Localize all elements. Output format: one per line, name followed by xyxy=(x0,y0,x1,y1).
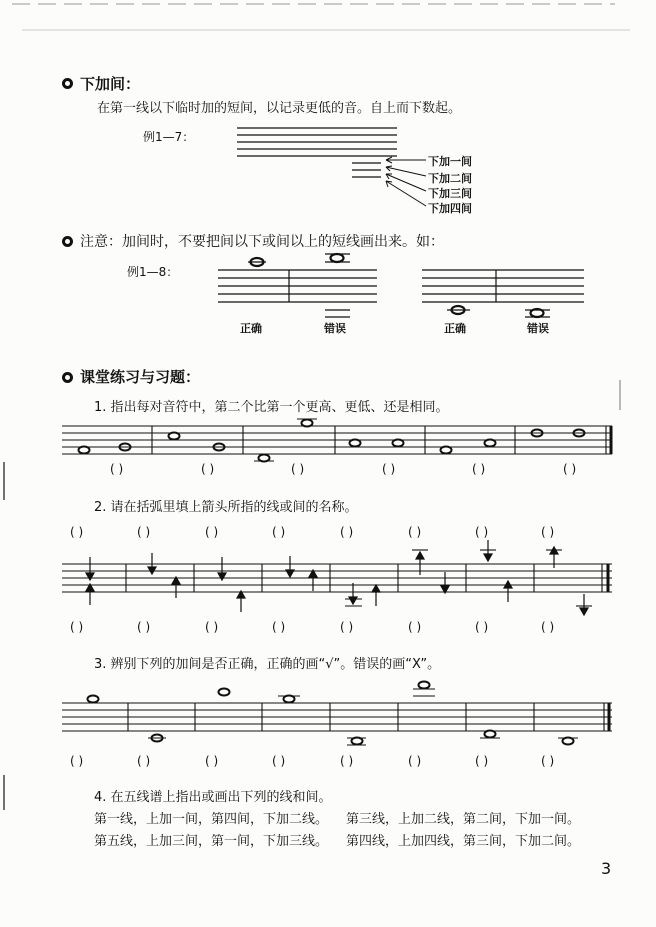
caption-correct-1: 正确 xyxy=(240,322,262,335)
answer-blank[interactable]: ( ) xyxy=(475,620,489,634)
answer-blank[interactable]: ( ) xyxy=(563,462,577,476)
answer-blank[interactable]: ( ) xyxy=(70,525,84,539)
q4-line-1-right: 第三线，上加二线，第二间，下加一间。 xyxy=(346,812,581,827)
answer-blank[interactable]: ( ) xyxy=(408,525,422,539)
example-1-8-staff-right xyxy=(422,270,584,317)
answer-blank[interactable]: ( ) xyxy=(272,620,286,634)
answer-blank[interactable]: ( ) xyxy=(205,525,219,539)
answer-blank[interactable]: ( ) xyxy=(475,754,489,768)
question-1: 1. 指出每对音符中，第二个比第一个更高、更低、还是相同。 xyxy=(94,400,449,415)
answer-blank[interactable]: ( ) xyxy=(408,754,422,768)
section-heading-ledger-spaces: 下加间： xyxy=(80,75,141,93)
ledger-label-3: 下加三间 xyxy=(428,187,472,200)
answer-blank[interactable]: ( ) xyxy=(272,525,286,539)
q4-line-2-right: 第四线，上加四线，第三间，下加二间。 xyxy=(346,834,581,849)
ledger-label-1: 下加一间 xyxy=(428,155,472,168)
answer-blank[interactable]: ( ) xyxy=(110,462,124,476)
exercise-1-staff xyxy=(62,419,612,461)
answer-blank[interactable]: ( ) xyxy=(541,620,555,634)
answer-blank[interactable]: ( ) xyxy=(70,754,84,768)
exercises-heading: 课堂练习与习题： xyxy=(80,368,201,386)
answer-blank[interactable]: ( ) xyxy=(475,525,489,539)
exercise-2-staff xyxy=(62,550,612,606)
bullet-icon xyxy=(62,236,73,247)
example-1-7-staff xyxy=(237,128,397,177)
ledger-label-4: 下加四间 xyxy=(428,202,472,215)
section-description: 在第一线以下临时加的短间，以记录更低的音。自上而下数起。 xyxy=(97,101,462,116)
answer-blank[interactable]: ( ) xyxy=(340,620,354,634)
q4-line-1-left: 第一线，上加一间，第四间，下加二线。 xyxy=(94,812,329,827)
bullet-icon xyxy=(62,78,73,89)
answer-blank[interactable]: ( ) xyxy=(70,620,84,634)
answer-blank[interactable]: ( ) xyxy=(137,754,151,768)
example-label: 例1—8： xyxy=(127,265,179,279)
answer-blank[interactable]: ( ) xyxy=(291,462,305,476)
answer-blank[interactable]: ( ) xyxy=(541,754,555,768)
answer-blank[interactable]: ( ) xyxy=(205,620,219,634)
answer-blank[interactable]: ( ) xyxy=(137,620,151,634)
caption-correct-2: 正确 xyxy=(444,322,466,335)
note-heading: 注意：加间时，不要把间以下或间以上的短线画出来。如： xyxy=(80,234,444,250)
question-2: 2. 请在括弧里填上箭头所指的线或间的名称。 xyxy=(94,500,358,515)
answer-blank[interactable]: ( ) xyxy=(340,525,354,539)
answer-blank[interactable]: ( ) xyxy=(205,754,219,768)
caption-wrong-1: 错误 xyxy=(324,322,346,335)
answer-blank[interactable]: ( ) xyxy=(137,525,151,539)
answer-blank[interactable]: ( ) xyxy=(382,462,396,476)
example-1-7-arrows xyxy=(386,157,426,206)
answer-blank[interactable]: ( ) xyxy=(541,525,555,539)
page-number: 3 xyxy=(601,859,612,878)
answer-blank[interactable]: ( ) xyxy=(272,754,286,768)
bullet-icon xyxy=(62,372,73,383)
question-4: 4. 在五线谱上指出或画出下列的线和间。 xyxy=(94,790,332,805)
q4-line-2-left: 第五线，上加三间，第一间，下加三线。 xyxy=(94,834,329,849)
caption-wrong-2: 错误 xyxy=(527,322,549,335)
answer-blank[interactable]: ( ) xyxy=(472,462,486,476)
answer-blank[interactable]: ( ) xyxy=(340,754,354,768)
question-3: 3. 辨别下列的加间是否正确，正确的画“√”。错误的画“X”。 xyxy=(94,657,441,672)
exercise-3-staff xyxy=(62,689,612,745)
answer-blank[interactable]: ( ) xyxy=(408,620,422,634)
example-1-8-staff-left xyxy=(218,254,377,317)
ledger-label-2: 下加二间 xyxy=(428,172,472,185)
answer-blank[interactable]: ( ) xyxy=(201,462,215,476)
example-label: 例1—7： xyxy=(143,130,195,144)
